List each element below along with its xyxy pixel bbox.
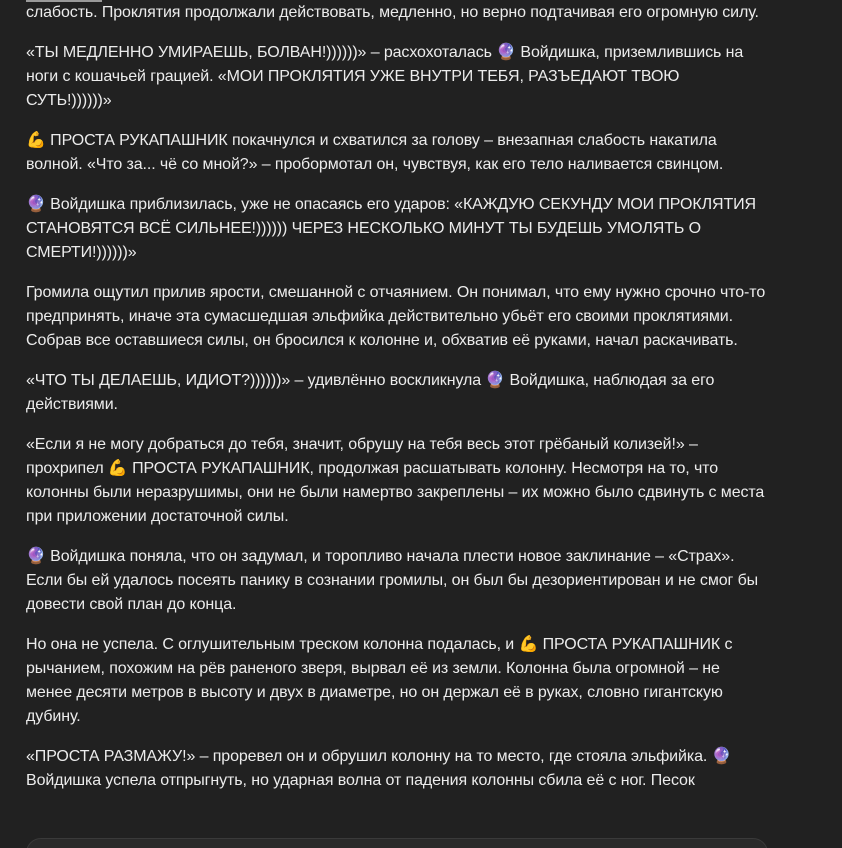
message-paragraph: «ЧТО ТЫ ДЕЛАЕШЬ, ИДИОТ?))))))» – удивлённо воскликнула 🔮 Войдишка, наблюдая за его действиями.: [26, 372, 715, 413]
message-paragraph: слабость. Проклятия продолжали действовать, медленно, но верно подтачивая его огромную силу.: [26, 4, 759, 21]
message-paragraph: 🔮 Войдишка приблизилась, уже не опасаясь его ударов: «КАЖДУЮ СЕКУНДУ МОИ ПРОКЛЯТИЯ СТАНОВЯТСЯ ВСЁ СИЛЬНЕЕ!)))))) ЧЕРЕЗ НЕСКОЛЬКО МИНУТ ТЫ БУДЕШЬ УМОЛЯТЬ О СМЕРТИ!))))))»: [26, 196, 756, 261]
chat-message-content: [26, 0, 766, 793]
message-paragraph: «Если я не могу добраться до тебя, значит, обрушу на тебя весь этот грёбаный колизей!» – прохрипел 💪 ПРОСТА РУКАПАШНИК, продолжая расшатывать колонну. Несмотря на то, что колонны были неразрушимы, они не были намертво закреплены – их можно было сдвинуть с места при приложении достаточной силы.: [26, 436, 765, 525]
message-paragraph: Но она не успела. С оглушительным треском колонна подалась, и 💪 ПРОСТА РУКАПАШНИК с рычанием, похожим на рёв раненого зверя, вырвал её из земли. Колонна была огромной – не менее десяти метров в высоту и двух в диаметре, но он держал её в руках, словно гигантскую дубину.: [26, 636, 733, 725]
message-paragraph: «ТЫ МЕДЛЕННО УМИРАЕШЬ, БОЛВАН!))))))» – расхохоталась 🔮 Войдишка, приземлившись на ноги с кошачьей грацией. «МОИ ПРОКЛЯТИЯ УЖЕ ВНУТРИ ТЕБЯ, РАЗЪЕДАЮТ ТВОЮ СУТЬ!))))))»: [26, 44, 744, 109]
message-paragraph: 💪 ПРОСТА РУКАПАШНИК покачнулся и схватился за голову – внезапная слабость накатила волной. «Что за... чё со мной?» – пробормотал он, чувствуя, как его тело наливается свинцом.: [26, 132, 724, 173]
message-paragraph: 🔮 Войдишка поняла, что он задумал, и торопливо начала плести новое заклинание – «Страх». Если бы ей удалось посеять панику в сознании громилы, он был бы дезориентирован и не смог бы довести свой план до конца.: [26, 548, 759, 613]
message-composer[interactable]: [26, 838, 768, 848]
message-paragraph: «ПРОСТА РАЗМАЖУ!» – проревел он и обрушил колонну на то место, где стояла эльфийка. 🔮 Войдишка успела отпрыгнуть, но ударная волна от падения колонны сбила её с ног. Песок: [26, 748, 732, 789]
message-paragraph: Громила ощутил прилив ярости, смешанной с отчаянием. Он понимал, что ему нужно срочно что-то предпринять, иначе эта сумасшедшая эльфийка действительно убьёт его своими проклятиями. Собрав все оставшиеся силы, он бросился к колонне и, обхватив её руками, начал раскачивать.: [26, 284, 766, 349]
